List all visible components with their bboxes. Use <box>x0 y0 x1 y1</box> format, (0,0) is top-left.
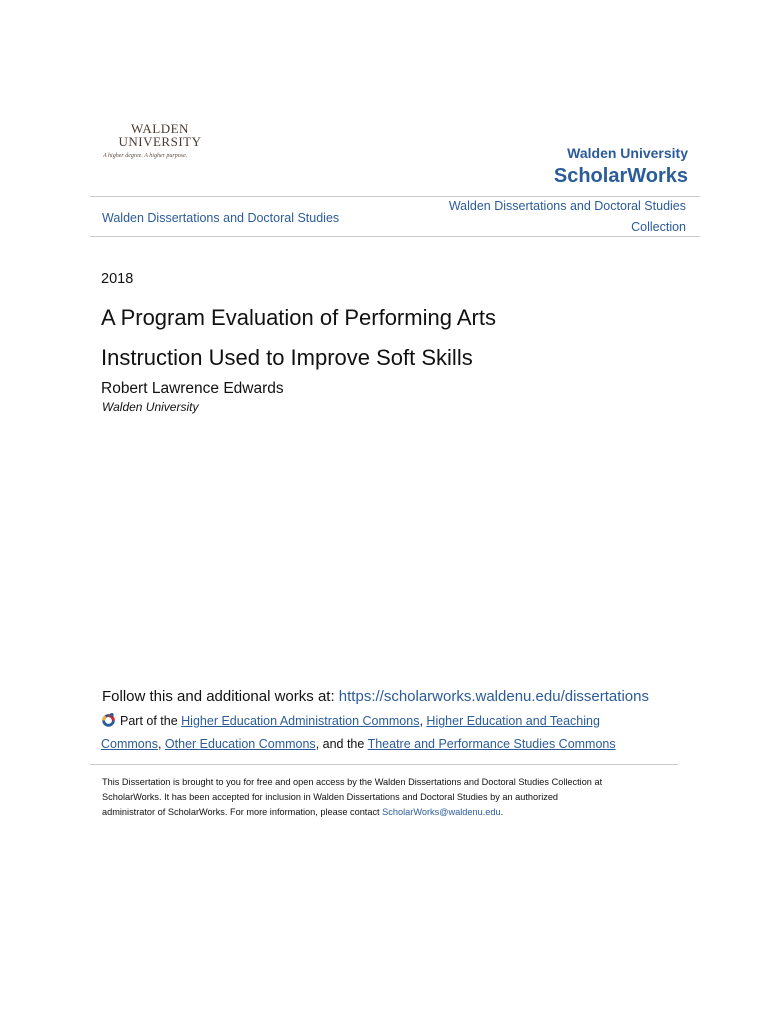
separator-3: , and the <box>315 737 368 751</box>
walden-university-logo <box>100 122 220 159</box>
access-statement <box>102 775 672 820</box>
document-title-line1: A Program Evaluation of Performing Arts <box>101 305 496 330</box>
logo-wordmark-line2: UNIVERSITY <box>118 134 202 149</box>
separator-2: , <box>157 737 165 751</box>
access-statement-line2: ScholarWorks. It has been accepted for inclusion in Walden Dissertations and Doctoral Studies by an authorized <box>102 792 559 802</box>
other-education-commons-link[interactable]: Other Education Commons <box>164 737 316 751</box>
dissertations-collection-link[interactable]: Walden Dissertations and Doctoral Studies <box>102 211 340 225</box>
footer-divider <box>90 764 678 765</box>
collection-breadcrumb-line2[interactable]: Collection <box>631 220 686 234</box>
part-of-prefix: Part of the <box>120 714 182 728</box>
document-title <box>101 298 621 378</box>
scholarworks-link[interactable]: ScholarWorks <box>553 165 688 187</box>
part-of-commons <box>101 710 661 756</box>
follow-label: Follow this and additional works at: <box>102 688 339 705</box>
contact-email-link[interactable]: ScholarWorks@waldenu.edu <box>382 807 501 817</box>
access-statement-line1: This Dissertation is brought to you for free and open access by the Walden Dissertations and Doctoral Studies Collection at <box>102 777 603 787</box>
follow-line <box>102 688 649 705</box>
theatre-performance-studies-commons-link[interactable]: Theatre and Performance Studies Commons <box>367 737 616 751</box>
higher-education-administration-commons-link[interactable]: Higher Education Administration Commons <box>181 714 420 728</box>
dissertations-url-link[interactable]: https://scholarworks.waldenu.edu/dissertations <box>338 688 649 705</box>
network-commons-icon <box>101 712 116 727</box>
document-title-line2: Instruction Used to Improve Soft Skills <box>101 345 473 370</box>
higher-education-teaching-commons-link[interactable]: Higher Education and Teaching <box>426 714 600 728</box>
collection-breadcrumb[interactable] <box>386 196 686 238</box>
walden-university-link[interactable]: Walden University <box>567 145 688 161</box>
publication-year: 2018 <box>101 271 134 287</box>
higher-education-teaching-commons-link-cont[interactable]: Commons <box>101 737 158 751</box>
author-name: Robert Lawrence Edwards <box>101 380 284 397</box>
separator-1: , <box>419 714 427 728</box>
access-statement-line3-text: administrator of ScholarWorks. For more information, please contact <box>102 807 383 817</box>
logo-tagline: A higher degree. A higher purpose. <box>103 153 188 159</box>
logo-wordmark-line1: WALDEN <box>131 121 189 136</box>
access-statement-line3 <box>102 805 672 820</box>
access-statement-period: . <box>500 807 504 817</box>
author-affiliation: Walden University <box>102 400 199 414</box>
collection-breadcrumb-line1[interactable]: Walden Dissertations and Doctoral Studies <box>448 199 686 213</box>
